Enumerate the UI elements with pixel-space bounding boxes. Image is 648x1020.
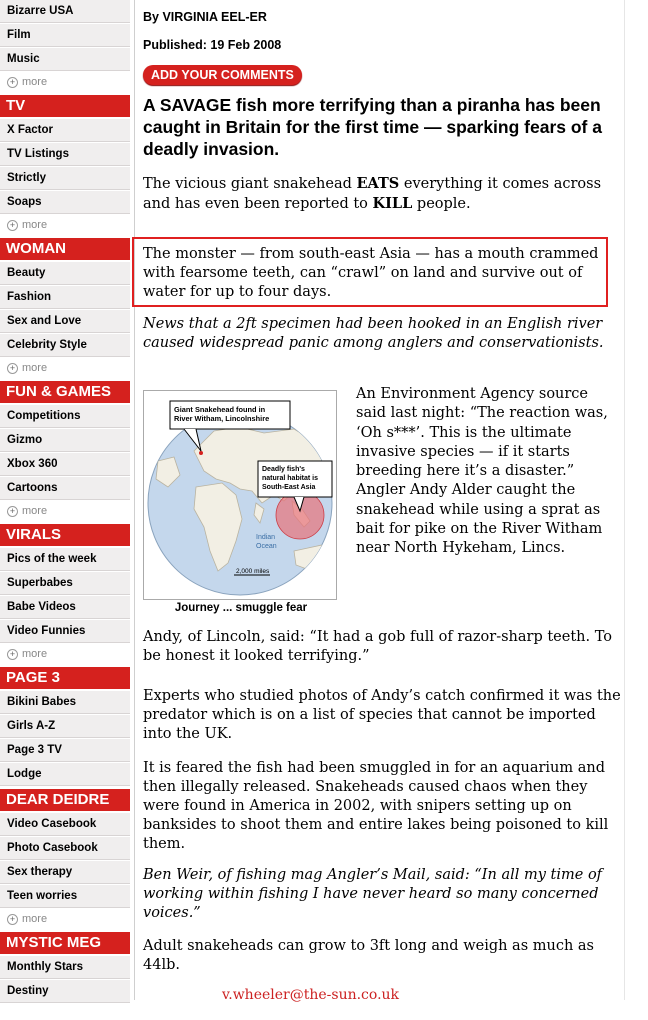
paragraph-8: Ben Weir, of fishing mag Angler’s Mail, said: “In all my time of working within fishing I have never heard so many concerned voices.” [143,867,603,921]
more-link-virals[interactable] [0,644,130,664]
sidebar-item-teen-worries[interactable]: Teen worries [0,885,130,908]
more-link-dear-deidre[interactable] [0,909,130,929]
sidebar-item-babe-videos[interactable]: Babe Videos [0,596,130,619]
paragraph-3: News that a 2ft specimen had been hooked in an English river caused widespread panic among anglers and conservationists. [143,316,604,351]
sidebar-header-mystic-meg[interactable]: MYSTIC MEG [0,932,130,954]
plus-icon: + [7,363,18,374]
plus-icon: + [7,220,18,231]
sidebar-header-fun-games[interactable]: FUN & GAMES [0,381,130,403]
map-caption: Journey ... smuggle fear [174,602,308,614]
add-comments-button[interactable]: ADD YOUR COMMENTS [143,65,302,85]
p1-text-a: The vicious giant snakehead [143,176,357,192]
map-image[interactable] [143,390,337,600]
sidebar-item-bizarre-usa[interactable]: Bizarre USA [0,0,130,23]
sidebar-item-soaps[interactable]: Soaps [0,191,130,214]
uk-label-text [174,405,269,423]
sidebar-item-strictly[interactable]: Strictly [0,167,130,190]
plus-icon: + [7,506,18,517]
uk-label-line-1: Giant Snakehead found in [174,405,266,414]
paragraph-2: The monster — from south-east Asia — has a mouth crammed with fearsome teeth, can “crawl” on land and survive out of water for up to four days. [143,246,599,300]
paragraph-5: Andy, of Lincoln, said: “It had a gob full of razor-sharp teeth. To be honest it looked terrifying.” [143,629,613,664]
sidebar-item-superbabes[interactable]: Superbabes [0,572,130,595]
standfirst: A SAVAGE fish more terrifying than a piranha has been caught in Britain for the first time — sparking fears of a deadly invasion. [143,95,602,159]
sidebar-item-gizmo[interactable]: Gizmo [0,429,130,452]
sidebar-item-bikini-babes[interactable]: Bikini Babes [0,691,130,714]
paragraph-9: Adult snakeheads can grow to 3ft long and weigh as much as 44lb. [143,938,594,973]
sidebar-nav [0,0,130,1004]
sidebar-item-competitions[interactable]: Competitions [0,405,130,428]
sidebar-item-music[interactable]: Music [0,48,130,71]
sidebar-item-cartoons[interactable]: Cartoons [0,477,130,500]
sidebar-item-monthly-stars[interactable]: Monthly Stars [0,956,130,979]
plus-icon: + [7,649,18,660]
sidebar-item-sex-and-love[interactable]: Sex and Love [0,310,130,333]
sidebar-item-girls-a-z[interactable]: Girls A-Z [0,715,130,738]
sidebar-item-sex-therapy[interactable]: Sex therapy [0,861,130,884]
sidebar-item-destiny[interactable]: Destiny [0,980,130,1003]
sidebar-item-celebrity-style[interactable]: Celebrity Style [0,334,130,357]
uk-marker [199,451,203,455]
p1-text-c: everything it comes across and has even been reported to [143,176,602,212]
sidebar-item-page-3-tv[interactable]: Page 3 TV [0,739,130,762]
sidebar-item-xbox-360[interactable]: Xbox 360 [0,453,130,476]
more-link-tv[interactable] [0,215,130,235]
scale-label: 2,000 miles [236,568,270,575]
author-email-link[interactable]: v.wheeler@the-sun.co.uk [222,987,400,1003]
ocean-label-line-1: Indian [256,534,276,541]
more-label: more [22,648,48,660]
paragraph-1 [143,174,621,214]
sidebar-item-beauty[interactable]: Beauty [0,262,130,285]
sidebar-header-dear-deidre[interactable]: DEAR DEIDRE [0,789,130,811]
sidebar-item-lodge[interactable]: Lodge [0,763,130,786]
more-label: more [22,913,48,925]
asia-label-line-3: South-East Asia [262,484,316,491]
sidebar-item-video-funnies[interactable]: Video Funnies [0,620,130,643]
more-link-woman[interactable] [0,358,130,378]
published-date: Published: 19 Feb 2008 [143,38,282,52]
sidebar-item-x-factor[interactable]: X Factor [0,119,130,142]
map-figure [143,390,339,614]
sidebar-item-photo-casebook[interactable]: Photo Casebook [0,837,130,860]
sidebar-item-tv-listings[interactable]: TV Listings [0,143,130,166]
plus-icon: + [7,77,18,88]
plus-icon: + [7,914,18,925]
p1-bold-eats: EATS [356,175,400,192]
p1-text-e: people. [412,196,471,212]
more-link-top[interactable] [0,72,130,92]
right-rule [624,0,625,1000]
paragraph-6: Experts who studied photos of Andy’s catch confirmed it was the predator which is on a list of species that cannot be imported into the UK. [143,688,621,742]
sidebar-header-virals[interactable]: VIRALS [0,524,130,546]
more-label: more [22,505,48,517]
more-label: more [22,362,48,374]
sidebar-item-fashion[interactable]: Fashion [0,286,130,309]
more-label: more [22,76,48,88]
p1-bold-kill: KILL [372,195,413,212]
more-link-fun-games[interactable] [0,501,130,521]
paragraph-7: It is feared the fish had been smuggled in for an aquarium and then illegally released. Snakeheads caused chaos when they were found in America in 2002, with snipers setting up on banksides to shoot them and entire lakes being poisoned to kill them. [143,760,609,852]
asia-label-line-2: natural habitat is [262,475,319,482]
asia-label-line-1: Deadly fish's [262,466,305,473]
ocean-label-line-2: Ocean [256,543,277,550]
sidebar-header-woman[interactable]: WOMAN [0,238,130,260]
byline: By VIRGINIA EEL-ER [143,10,267,24]
uk-label-line-2: River Witham, Lincolnshire [174,414,270,423]
more-label: more [22,219,48,231]
column-divider [134,0,135,1000]
sidebar-item-video-casebook[interactable]: Video Casebook [0,813,130,836]
sidebar-header-page-3[interactable]: PAGE 3 [0,667,130,689]
sidebar-header-tv[interactable]: TV [0,95,130,117]
globe-map [144,391,336,599]
sidebar-item-film[interactable]: Film [0,24,130,47]
paragraph-4: An Environment Agency source said last night: “The reaction was, ‘Oh s***’. This is the ultimate invasive species — if it starts breeding here it’s a disaster.” Angler Andy Alder caught the snakehead while using a sprat as bait for pike on the River Witham near North Hykeham, Lincs. [356,386,608,557]
sidebar-item-pics-of-the-week[interactable]: Pics of the week [0,548,130,571]
